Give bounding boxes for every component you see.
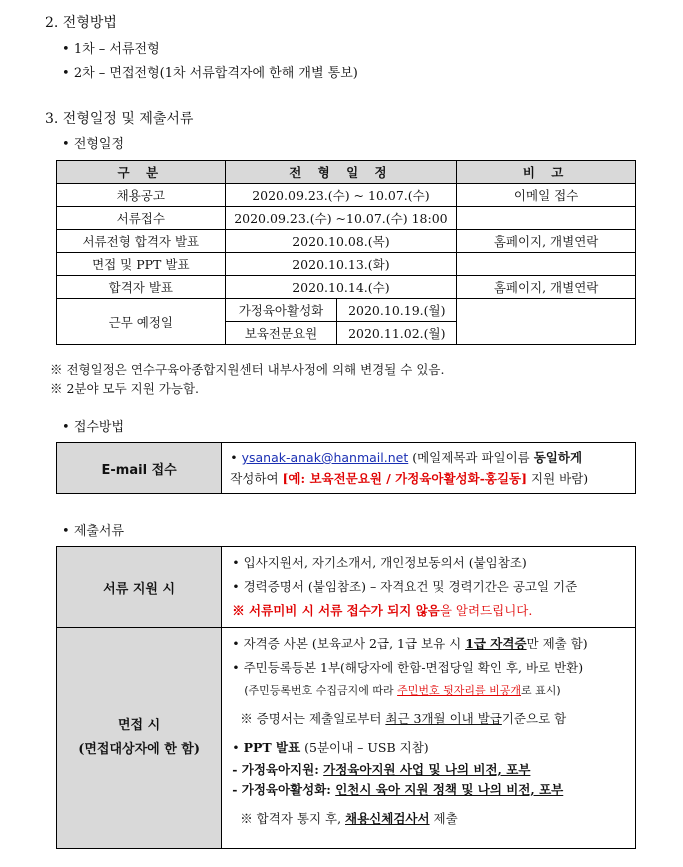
table-header: 비 고 xyxy=(457,161,636,184)
doc-label: 서류 지원 시 xyxy=(57,547,222,628)
section-2-title: 2. 전형방법 xyxy=(45,15,117,31)
subsection-title: • 제출서류 xyxy=(62,524,125,539)
table-row: 근무 예정일 가정육아활성화 2020.10.19.(월) xyxy=(57,299,636,322)
apply-table: E-mail 접수 • ysanak-anak@hanmail.net (메일제목과 파일이름 동일하게 작성하여 [예: 보육전문요원 / 가정육아활성화-홍길동] 지원 바람) xyxy=(56,442,636,494)
table-row: 보육전문요원 2020.11.02.(월) xyxy=(57,322,636,345)
schedule-table xyxy=(56,160,636,345)
list-item: • 2차 – 면접전형(1차 서류합격자에 한해 개별 통보) xyxy=(62,66,358,81)
table-row: 서류접수 2020.09.23.(수) ~10.07.(수) 18:00 xyxy=(57,207,636,230)
docs-table: 서류 지원 시 • 입사지원서, 자기소개서, 개인정보동의서 (붙임참조) • 경력증명서 (붙임참조) – 자격요건 및 경력기간은 공고일 기준 ※ 서류미비 시 서류 접수가 되지 않음을 알려드립니다. 면접 시 (면접대상자에 한 함) • 자격증 사본 (보육교사 2급, 1급 보유 시 1급 자격증만 제출 함) • 주민등록등본 1부(해당자에 한함-면접당일 확인 후, 바로 반환) (주민등록번호 수집금지에 따라 주민번호 뒷자리를 비공개로 표시) ※ 증명서는 제출일로부터 최근 3개월 이내 발급기준으로 함 • PPT 발표 (5분이내 – USB 지참) - 가정육아지원: 가정육아지원 사업 및 나의 비전, 포부 - 가정육아활성화: 인천시 육아 지원 정책 및 나의 비전, 포부 ※ 합격자 통지 후, 채용신체검사서 제출 xyxy=(56,546,636,849)
note: ※ 전형일정은 연수구육아종합지원센터 내부사정에 의해 변경될 수 있음. xyxy=(50,362,445,377)
note: ※ 2분야 모두 지원 가능함. xyxy=(50,381,199,396)
apply-label: E-mail 접수 xyxy=(57,443,222,494)
table-row: 채용공고 2020.09.23.(수) ~ 10.07.(수) 이메일 접수 xyxy=(57,184,636,207)
table-row: 합격자 발표 2020.10.14.(수) 홈페이지, 개별연락 xyxy=(57,276,636,299)
table-row: 서류전형 합격자 발표 2020.10.08.(목) 홈페이지, 개별연락 xyxy=(57,230,636,253)
table-header: 구 분 xyxy=(57,161,226,184)
subsection-title: • 접수방법 xyxy=(62,420,125,435)
table-header: 전 형 일 정 xyxy=(225,161,457,184)
interview-label: 면접 시 (면접대상자에 한 함) xyxy=(57,628,222,849)
email-link[interactable]: ysanak-anak@hanmail.net xyxy=(241,450,409,465)
table-row: 면접 및 PPT 발표 2020.10.13.(화) xyxy=(57,253,636,276)
list-item: • 1차 – 서류전형 xyxy=(62,42,160,57)
subsection-title: • 전형일정 xyxy=(62,137,125,152)
section-3-title: 3. 전형일정 및 제출서류 xyxy=(45,111,194,127)
